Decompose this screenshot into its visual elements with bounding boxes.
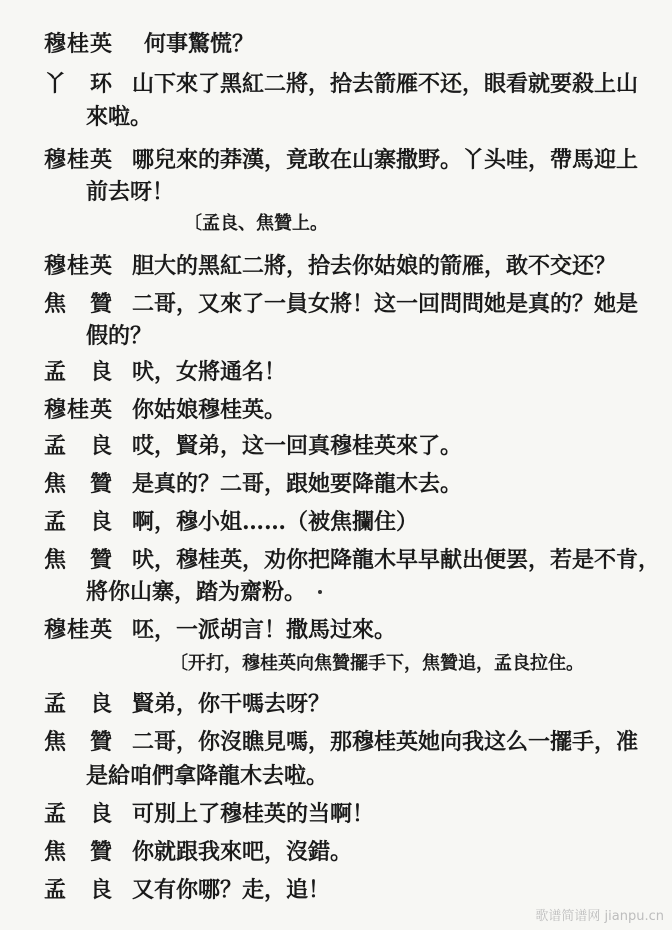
speaker-name: 焦 贊 xyxy=(44,729,114,755)
dialogue-text: 二哥，又來了一員女將！这一回問問她是真的？她是 xyxy=(132,291,639,317)
dialogue-text: 可別上了穆桂英的当啊！ xyxy=(132,801,375,827)
speaker-name: 穆桂英 xyxy=(44,253,114,279)
dialogue-text: 你就跟我來吧，沒錯。 xyxy=(132,839,353,865)
dialogue-text: 又有你哪？走，追！ xyxy=(132,877,331,903)
watermark: 歌谱简谱网 jianpu.cn xyxy=(535,909,664,924)
dialogue-text: 呸，一派胡言！撒馬过來。 xyxy=(132,617,397,643)
stage-direction: 〔孟良、焦贊上。 xyxy=(184,213,328,234)
speaker-name: 孟 良 xyxy=(44,359,114,385)
stage-direction: 〔开打，穆桂英向焦贊擺手下，焦贊追，孟良拉住。 xyxy=(170,653,584,674)
speaker-name: 孟 良 xyxy=(44,691,114,717)
speaker-name: 孟 良 xyxy=(44,433,114,459)
speaker-name: 焦 贊 xyxy=(44,291,114,317)
dialogue-text: 賢弟，你干嗎去呀？ xyxy=(132,691,331,717)
speaker-name: 孟 良 xyxy=(44,801,114,827)
ink-dot xyxy=(318,590,322,594)
dialogue-text: 吠，女將通名！ xyxy=(132,359,287,385)
dialogue-text: 前去呀！ xyxy=(86,179,175,205)
dialogue-text: 吠，穆桂英，劝你把降龍木早早献出便罢，若是不肯， xyxy=(132,547,661,573)
speaker-name: 孟 良 xyxy=(44,509,114,535)
dialogue-text: 你姑娘穆桂英。 xyxy=(132,397,287,423)
speaker-name: 焦 贊 xyxy=(44,547,114,573)
dialogue-text: 啊，穆小姐……（被焦攔住） xyxy=(132,509,419,535)
speaker-name: 孟 良 xyxy=(44,877,114,903)
dialogue-text: 哪兒來的莽漢，竟敢在山寨撒野。丫头哇，帶馬迎上 xyxy=(132,147,639,173)
dialogue-text: 假的？ xyxy=(86,323,153,349)
dialogue-text: 是真的？二哥，跟她要降龍木去。 xyxy=(132,471,463,497)
dialogue-text: 山下來了黑紅二將，拾去箭雁不还，眼看就要殺上山 xyxy=(132,71,639,97)
dialogue-text: 哎，賢弟，这一回真穆桂英來了。 xyxy=(132,433,463,459)
dialogue-text: 來啦。 xyxy=(86,104,153,130)
speaker-name: 穆桂英 xyxy=(44,31,114,57)
dialogue-text: 二哥，你沒瞧見嗎，那穆桂英她向我这么一擺手，准 xyxy=(132,729,639,755)
speaker-name: 焦 贊 xyxy=(44,471,114,497)
speaker-name: 焦 贊 xyxy=(44,839,114,865)
dialogue-text: 是給咱們拿降龍木去啦。 xyxy=(86,763,329,789)
speaker-name: 丫 环 xyxy=(44,71,114,97)
speaker-name: 穆桂英 xyxy=(44,397,114,423)
dialogue-text: 何事驚慌？ xyxy=(144,31,255,57)
speaker-name: 穆桂英 xyxy=(44,617,114,643)
dialogue-text: 將你山寨，踏为齋粉。 xyxy=(86,579,307,605)
speaker-name: 穆桂英 xyxy=(44,147,114,173)
dialogue-text: 胆大的黑紅二將，拾去你姑娘的箭雁，敢不交还？ xyxy=(132,253,617,279)
